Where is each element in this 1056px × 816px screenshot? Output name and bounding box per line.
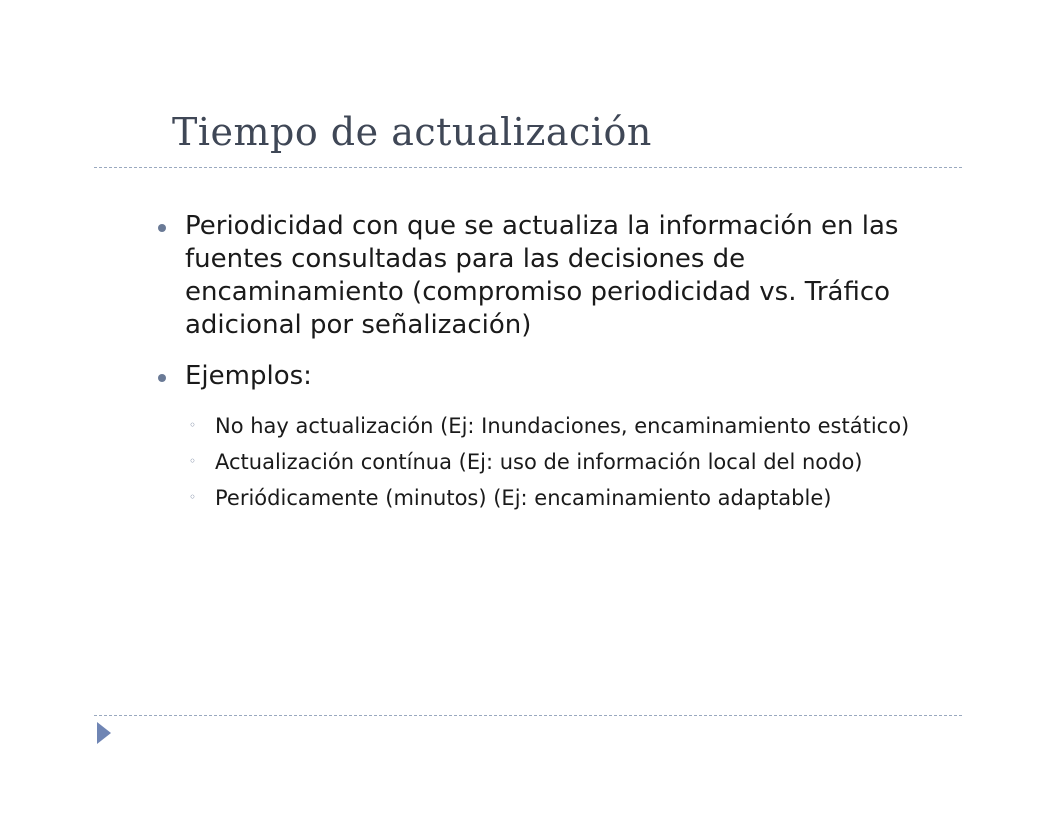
slide-title: Tiempo de actualización	[172, 110, 652, 154]
title-divider	[94, 167, 962, 168]
bullet-item	[150, 210, 950, 342]
circle-bullet-icon: ◦	[189, 490, 197, 504]
sub-bullet-text: Actualización contínua (Ej: uso de información local del nodo)	[215, 450, 863, 474]
sub-bullet-text: No hay actualización (Ej: Inundaciones, encaminamiento estático)	[215, 414, 910, 438]
circle-bullet-icon: ◦	[189, 418, 197, 432]
sub-bullet-item	[150, 447, 950, 477]
footer-divider	[94, 715, 962, 716]
circle-bullet-icon: ◦	[189, 454, 197, 468]
play-arrow-icon	[97, 722, 111, 744]
bullet-item	[150, 360, 950, 393]
slide-content	[150, 210, 950, 519]
sub-bullet-item	[150, 411, 950, 441]
bullet-dot-icon	[158, 374, 166, 382]
sub-bullet-item	[150, 483, 950, 513]
sub-bullet-text: Periódicamente (minutos) (Ej: encaminamiento adaptable)	[215, 486, 832, 510]
bullet-text: Ejemplos:	[185, 361, 312, 391]
bullet-dot-icon	[158, 224, 166, 232]
bullet-text: Periodicidad con que se actualiza la información en las fuentes consultadas para las decisiones de encaminamiento (compromiso periodicidad vs. Tráfico adicional por señalización)	[185, 211, 899, 340]
